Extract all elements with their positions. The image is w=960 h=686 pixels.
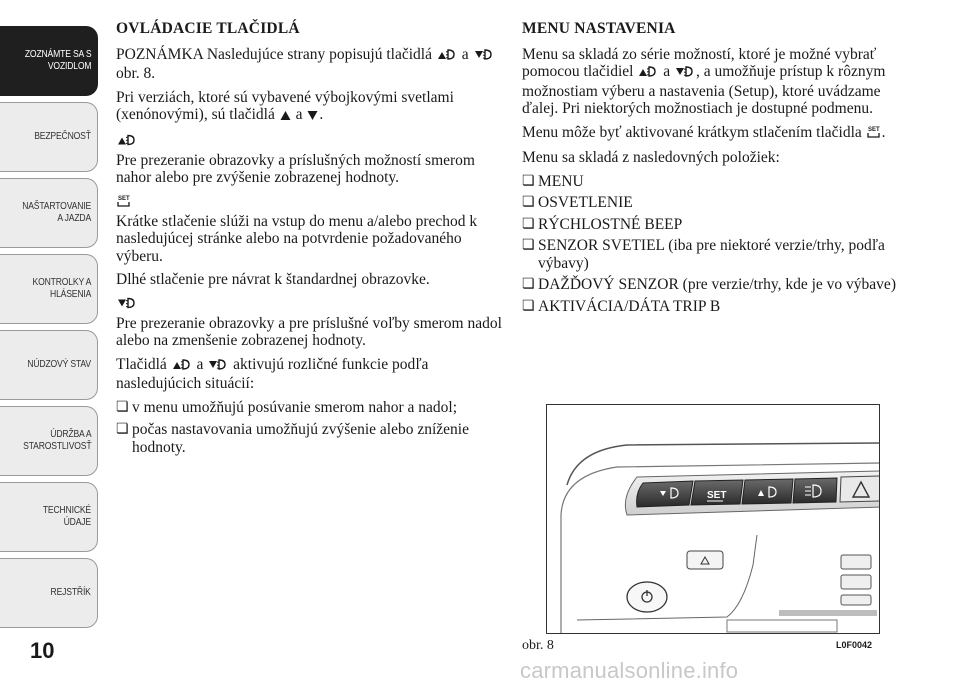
svg-text:SET: SET: [867, 126, 880, 133]
figure-code: L0F0042: [836, 640, 873, 650]
dashboard-buttons-illustration: [546, 404, 880, 634]
tab-warning-lights[interactable]: KONTROLKY A HLÁSENIA: [0, 254, 98, 324]
tab-technical-data[interactable]: TECHNICKÉ ÚDAJE: [0, 482, 98, 552]
set-icon: [117, 194, 131, 213]
note-paragraph: POZNÁMKA Nasledujúce strany popisujú tlačidlá a obr. 8.: [116, 46, 504, 83]
menu-list-item: ❏ SENZOR SVETIEL (iba pre niektoré verzie/trhy, podľa výbavy): [522, 237, 906, 272]
tab-maintenance[interactable]: ÚDRŽBA A STAROSTLIVOSŤ: [0, 406, 98, 476]
menu-list-item: ❏ RÝCHLOSTNÉ BEEP: [522, 216, 906, 234]
up-headlight-icon: [437, 48, 457, 66]
set-button-description: Krátke stlačenie slúži na vstup do menu a/alebo prechod k nasledujúcej stránke alebo na potvrdenie požadovaného výberu.: [116, 212, 478, 265]
tab-starting-driving[interactable]: NAŠTARTOVANIE A JAZDA: [0, 178, 98, 248]
buttons-functions-paragraph: Tlačidlá a aktivujú rozličné funkcie podľa nasledujúcich situácií:: [116, 355, 429, 392]
section-heading-settings-menu: MENU NASTAVENIA: [522, 20, 676, 37]
page-number: 10: [30, 638, 55, 663]
down-headlight-icon: [208, 358, 228, 376]
tab-get-to-know-vehicle[interactable]: ZOZNÁMTE SA S VOZIDLOM: [0, 26, 98, 96]
menu-list-item: ❏ DAŽĎOVÝ SENZOR (pre verzie/trhy, kde je vo výbave): [522, 276, 906, 294]
tab-index[interactable]: REJSTŘÍK: [0, 558, 98, 628]
settings-menu-section: [522, 20, 906, 319]
up-headlight-icon: [117, 133, 137, 152]
menu-list-item: ❏ MENU: [522, 173, 906, 191]
watermark: carmanualsonline.info: [520, 658, 739, 683]
menu-items-intro: Menu sa skladá z nasledovných položiek:: [522, 149, 780, 166]
up-button-description: Pre prezeranie obrazovky a príslušných možností smerom nahor alebo pre zvýšenie zobrazenej hodnoty.: [116, 151, 475, 186]
set-icon: [867, 125, 881, 144]
down-button-symbol: [116, 295, 504, 313]
down-button-description: Pre prezeranie obrazovky a pre príslušné voľby smerom nadol alebo na zmenšenie zobrazenej hodnoty.: [116, 314, 502, 349]
long-press-description: Dlhé stlačenie pre návrat k štandardnej obrazovke.: [116, 271, 430, 288]
tab-safety[interactable]: BEZPEČNOSŤ: [0, 102, 98, 172]
section-heading-buttons: OVLÁDACIE TLAČIDLÁ: [116, 20, 300, 37]
set-button-symbol: [116, 193, 504, 211]
tab-emergency[interactable]: NÚDZOVÝ STAV: [0, 330, 98, 400]
up-button-symbol: [116, 132, 504, 150]
buttons-section: [116, 20, 504, 461]
down-headlight-icon: [675, 65, 695, 83]
menu-activation-paragraph: Menu môže byť aktivované krátkym stlačením tlačidla SET .: [522, 124, 906, 144]
xenon-paragraph: Pri verziách, ktoré sú vybavené výbojkovými svetlami (xenónovými), sú tlačidlá a .: [116, 89, 504, 126]
figure-caption: obr. 8: [522, 638, 554, 653]
menu-list-item: ❏ OSVETLENIE: [522, 194, 906, 212]
down-triangle-icon: [307, 108, 318, 126]
menu-list-item: ❏ AKTIVÁCIA/DÁTA TRIP B: [522, 298, 906, 316]
down-headlight-icon: [474, 48, 494, 66]
dashboard-drawing: [547, 405, 880, 634]
menu-intro-paragraph: Menu sa skladá zo série možností, ktoré je možné vybrať pomocou tlačidiel a , a umožňuje prístup k rôznym možnostiam výberu a nastavenia (Setup), ktoré uvádzame ďalej. Pri niektorých možnostiach je dostupné podmenu.: [522, 45, 886, 117]
up-triangle-icon: [280, 108, 291, 126]
list-item: ❏ počas nastavovania umožňujú zvýšenie alebo zníženie hodnoty.: [116, 421, 504, 456]
list-item: ❏ v menu umožňujú posúvanie smerom nahor a nadol;: [116, 399, 504, 417]
svg-text:SET: SET: [118, 195, 130, 202]
down-headlight-icon: [117, 296, 137, 315]
up-headlight-icon: [638, 65, 658, 83]
set-button-label: SET: [707, 490, 727, 501]
up-headlight-icon: [172, 358, 192, 376]
